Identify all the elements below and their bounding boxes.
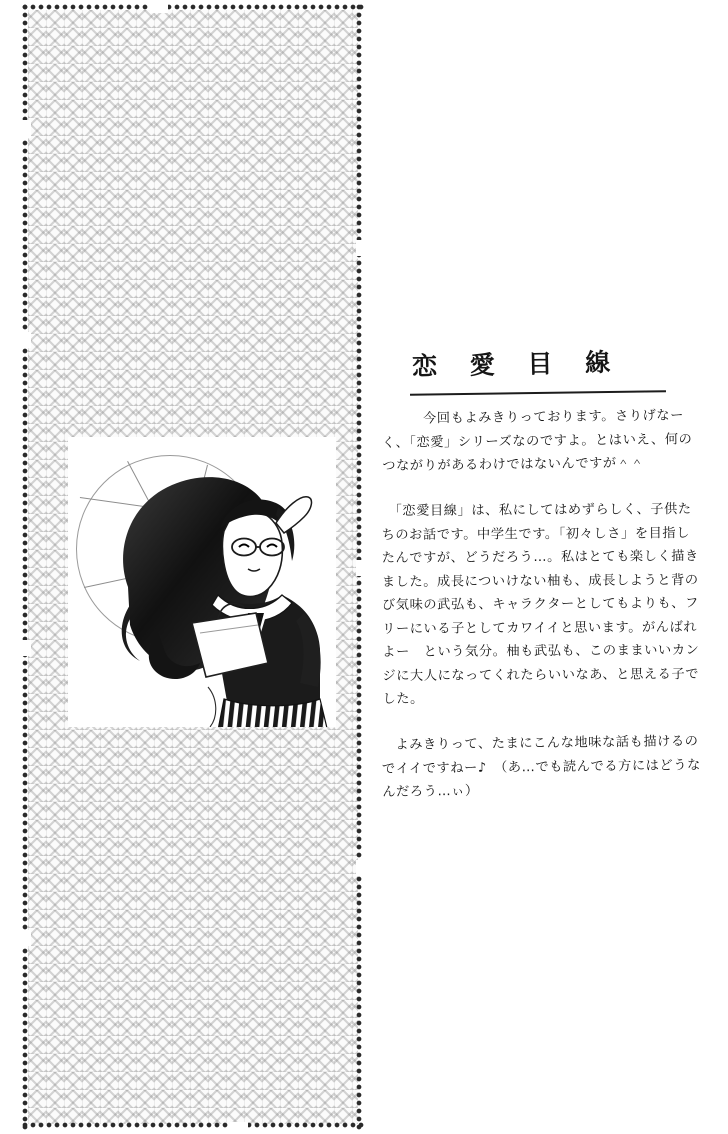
illustration-canvas bbox=[68, 437, 336, 727]
beaded-border-top bbox=[22, 4, 364, 12]
title-underline bbox=[410, 390, 666, 396]
border-gap bbox=[356, 860, 365, 876]
border-gap bbox=[22, 930, 31, 946]
beaded-border-left bbox=[22, 4, 30, 1130]
schoolgirl-illustration bbox=[68, 437, 336, 727]
paragraph: 今回もよみきりっております。さりげなーく、「恋愛」シリーズなのですよ。とはいえ、何のつながりがあるわけではないんですが＾＾ bbox=[381, 408, 693, 474]
page-title: 恋 愛 目 線 bbox=[411, 347, 623, 382]
border-gap bbox=[356, 240, 365, 256]
afterword-body bbox=[382, 406, 704, 803]
border-gap bbox=[230, 1122, 248, 1131]
paragraph: 「恋愛目線」は、私にしてはめずらしく、子供たちのお話です。中学生です。「初々しさ」を目指したんですが、どうだろう…。私はとても楽しく描きました。成長についけない柚も、成長しようと背のび気味の武弘も、キャラクターとしてもよりも、フリーにいる子としてカワイイと思います。がんばれよー という気分。柚も武弘も、このままいいカンジに大人になってくれたらいいなあ、と思える子でした。 bbox=[381, 501, 700, 707]
afterword-text-column bbox=[382, 344, 704, 884]
border-gap bbox=[356, 560, 365, 576]
border-gap bbox=[22, 120, 31, 138]
paragraph: よみきりって、たまにこんな地味な話も描けるのでイイですねー♪ （あ…でも読んでる方にはどうなんだろう…ぃ） bbox=[381, 734, 701, 800]
border-gap bbox=[22, 640, 31, 656]
figure-artwork-icon bbox=[68, 437, 336, 727]
beaded-border-bottom bbox=[22, 1122, 364, 1130]
border-gap bbox=[150, 4, 168, 13]
border-gap bbox=[22, 332, 31, 348]
